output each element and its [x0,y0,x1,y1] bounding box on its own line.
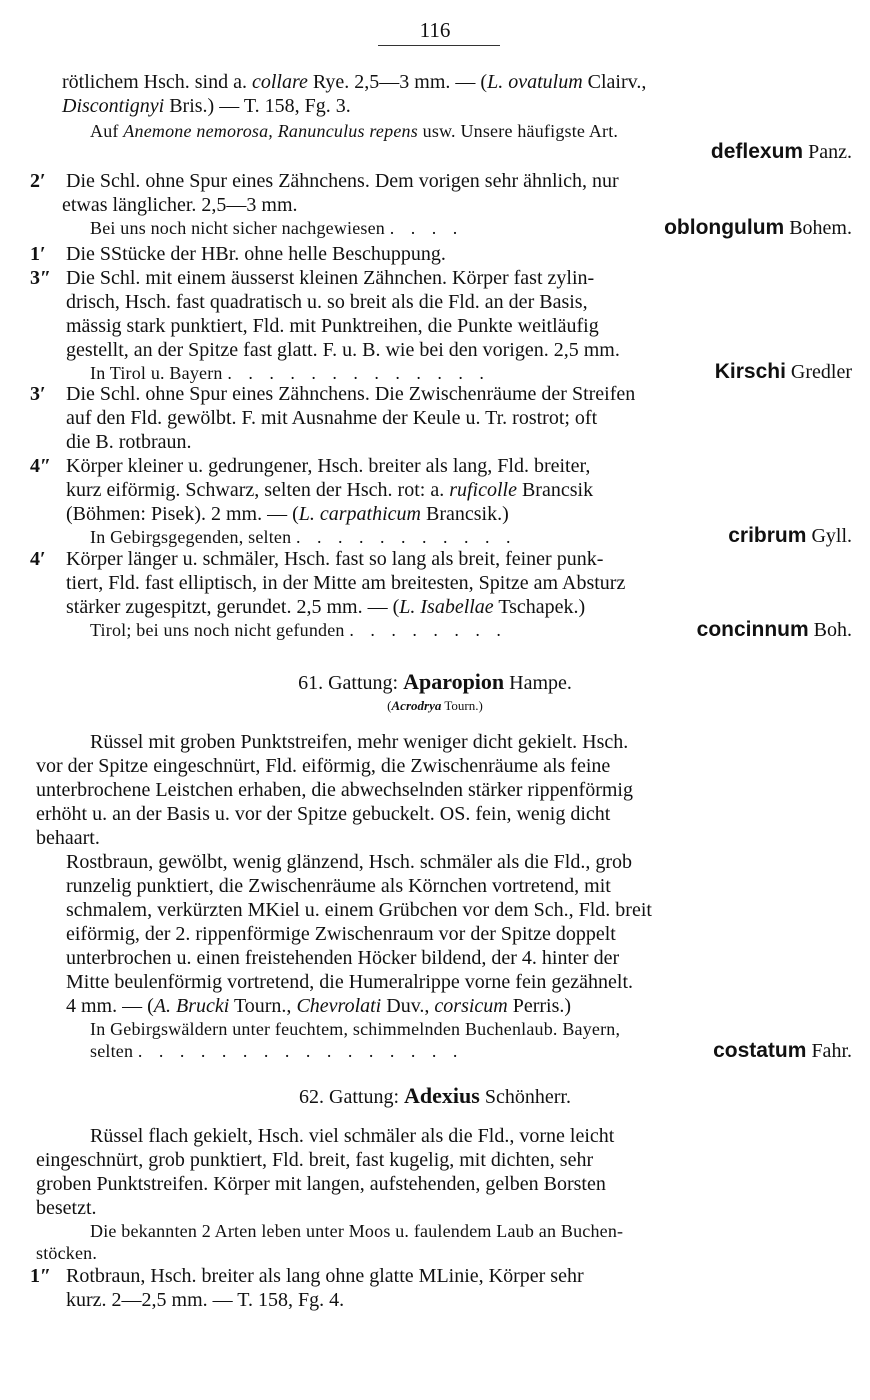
text-span: Clairv., [582,71,647,93]
text-span: 4 mm. — ( [66,995,154,1017]
habitat-note [90,362,490,384]
text-span: ( [387,698,392,713]
text-line: Die Schl. ohne Spur eines Zähnchens. Dem vorigen sehr ähnlich, nur [66,170,619,192]
text-line: die B. rotbraun. [66,431,192,453]
italic-name: Anemone nemorosa, Ranunculus repens [123,121,418,141]
species-author: Panz. [803,141,852,163]
text-line [66,502,509,526]
text-span: Tourn.) [441,698,483,713]
species-author: Fahr. [806,1040,852,1062]
text-span: rötlichem Hsch. sind a. [62,71,252,93]
text-line: gestellt, an der Spitze fast glatt. F. u. B. wie bei den vorigen. 2,5 mm. [66,339,620,361]
text-span: Brancsik [516,479,594,501]
italic-name: L. Isabellae [399,596,494,618]
key-number: 3′ [30,383,46,405]
italic-name: Chevrolati [296,995,382,1017]
text-span: Tourn., [229,995,297,1017]
leader-dots: . . . . . . . . [349,620,507,640]
habitat-note: Die bekannten 2 Arten leben unter Moos u. faulendem Laub an Buchen- [90,1221,624,1241]
text-span: usw. Unsere häufigste Art. [417,121,619,141]
text-span: stärker zugespitzt, gerundet. 2,5 mm. — ( [66,596,400,618]
text-span: Hampe. [504,672,572,694]
text-span: Tirol; bei uns noch nicht gefunden [90,620,345,640]
genus-name: Aparopion [403,669,505,694]
text-line: Körper kleiner u. gedrungener, Hsch. breiter als lang, Fld. breiter, [66,455,591,477]
text-span: Duv., [381,995,435,1017]
text-line: auf den Fld. gewölbt. F. mit Ausnahme der Keule u. Tr. rostrot; oft [66,407,598,429]
text-line: Die SStücke der HBr. ohne helle Beschuppung. [66,243,446,265]
key-number: 4″ [30,455,52,477]
italic-name: collare [251,71,308,93]
habitat-note: In Gebirgswäldern unter feuchtem, schimmelnden Buchenlaub. Bayern, [90,1019,621,1039]
genus-synonym [0,698,870,714]
key-number: 4′ [30,548,46,570]
text-line [66,595,585,619]
text-line: besetzt. [36,1197,97,1219]
text-line: Rotbraun, Hsch. breiter als lang ohne glatte MLinie, Körper sehr [66,1265,584,1287]
species-author: Bohem. [784,217,852,239]
text-span: kurz eiförmig. Schwarz, selten der Hsch. rot: a. [66,479,450,501]
page-number: 116 [419,18,451,42]
italic-name: Discontignyi [62,95,165,117]
text-line [62,94,351,118]
species-entry [697,618,852,642]
key-number: 3″ [30,267,52,289]
text-span: In Gebirgsgegenden, selten [90,527,292,547]
text-line: vor der Spitze eingeschnürt, Fld. eiförmig, die Zwischenräume als feine [36,755,611,777]
text-span: Schönherr. [479,1086,571,1108]
species-author: Gyll. [806,525,852,547]
text-span: In Tirol u. Bayern [90,363,223,383]
text-line: tiert, Fld. fast elliptisch, in der Mitte am breitesten, Spitze am Absturz [66,572,626,594]
habitat-note [90,1040,463,1062]
text-span: (Böhmen: Pisek). 2 mm. — ( [66,503,299,525]
text-line: drisch, Hsch. fast quadratisch u. so breit als die Fld. an der Basis, [66,291,588,313]
species-entry [664,216,852,240]
text-line: runzelig punktiert, die Zwischenräume als Körnchen vortretend, mit [66,875,611,897]
text-line: Mitte beulenförmig vortretend, die Humeralrippe vorne fein gezähnelt. [66,971,634,993]
species-author: Gredler [785,361,852,383]
key-number: 1″ [30,1265,52,1287]
text-line: mässig stark punktiert, Fld. mit Punktreihen, die Punkte weitläufig [66,315,599,337]
species-name: Kirschi [714,360,786,383]
text-line: Körper länger u. schmäler, Hsch. fast so lang als breit, feiner punk- [66,548,604,570]
species-entry [715,360,852,384]
species-name: deflexum [710,140,804,163]
text-line [66,478,593,502]
text-line: Rüssel mit groben Punktstreifen, mehr weniger dicht gekielt. Hsch. [90,731,629,753]
text-line: schmalem, verkürzten MKiel u. einem Grübchen vor dem Sch., Fld. breit [66,899,652,921]
text-line [66,994,571,1018]
habitat-note [90,217,463,239]
italic-name: L. carpathicum [298,503,421,525]
habitat-note [90,619,507,641]
species-name: oblongulum [664,216,785,239]
key-number: 1′ [30,243,46,265]
leader-dots: . . . . [389,218,464,238]
leader-dots: . . . . . . . . . . . . . [227,363,490,383]
text-span: Brancsik.) [420,503,509,525]
header-rule [378,45,500,46]
italic-name: corsicum [434,995,508,1017]
text-span: 61. Gattung: [298,672,404,694]
text-span: Bris.) — T. 158, Fg. 3. [164,95,351,117]
text-span: Tschapek.) [493,596,586,618]
species-entry [713,1039,852,1063]
genus-name: Adexius [404,1083,480,1108]
species-name: costatum [713,1039,807,1062]
text-span: Auf [90,121,124,141]
text-line [62,70,646,94]
text-line: groben Punktstreifen. Körper mit langen, aufstehenden, gelben Borsten [36,1173,606,1195]
text-line: unterbrochene Leistchen erhaben, die abwechselnden stärker rippenförmig [36,779,633,801]
text-span: Perris.) [507,995,572,1017]
genus-heading [0,670,870,695]
italic-name: ruficolle [449,479,517,501]
text-line: behaart. [36,827,100,849]
text-line: Rüssel flach gekielt, Hsch. viel schmäler als die Fld., vorne leicht [90,1125,615,1147]
habitat-note: stöcken. [36,1243,98,1263]
text-span: Rye. 2,5—3 mm. — ( [307,71,488,93]
text-line: etwas länglicher. 2,5—3 mm. [62,194,298,216]
text-span: Bei uns noch nicht sicher nachgewiesen [90,218,386,238]
leader-dots: . . . . . . . . . . . . . . . . [137,1041,464,1061]
text-line: Die Schl. ohne Spur eines Zähnchens. Die Zwischenräume der Streifen [66,383,636,405]
species-entry [711,140,852,164]
italic-name: L. ovatulum [487,71,583,93]
genus-heading [0,1084,870,1109]
text-line: unterbrochen u. einen freistehenden Höcker bildend, der 4. hinter der [66,947,620,969]
italic-name: A. Brucki [153,995,230,1017]
species-entry [728,524,852,548]
text-line: Rostbraun, gewölbt, wenig glänzend, Hsch. schmäler als die Fld., grob [66,851,632,873]
text-line: erhöht u. an der Basis u. vor der Spitze gebuckelt. OS. fein, wenig dicht [36,803,611,825]
text-span: selten [90,1041,134,1061]
italic-name: Acrodrya [391,698,442,713]
species-name: concinnum [696,618,809,641]
text-span: 62. Gattung: [299,1086,405,1108]
species-author: Boh. [808,619,852,641]
species-name: cribrum [728,524,807,547]
text-line: eingeschnürt, grob punktiert, Fld. breit, fast kugelig, mit dichten, sehr [36,1149,594,1171]
leader-dots: . . . . . . . . . . . [296,527,517,547]
key-number: 2′ [30,170,46,192]
habitat-note [90,526,517,548]
text-line: eiförmig, der 2. rippenförmige Zwischenraum vor der Spitze doppelt [66,923,616,945]
habitat-note [90,120,618,142]
text-line: Die Schl. mit einem äusserst kleinen Zähnchen. Körper fast zylin- [66,267,595,289]
text-line: kurz. 2—2,5 mm. — T. 158, Fg. 4. [66,1289,345,1311]
